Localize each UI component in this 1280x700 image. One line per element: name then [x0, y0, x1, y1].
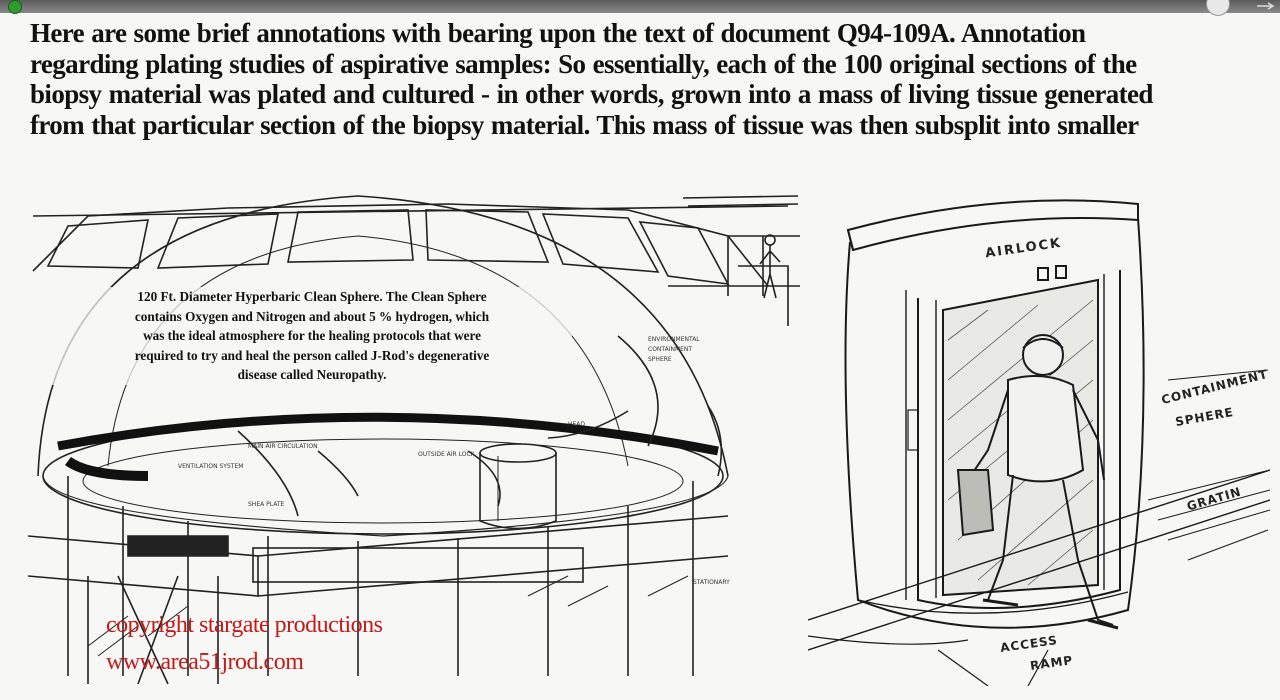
svg-text:HEAD: HEAD [568, 421, 586, 428]
svg-text:SPHERE: SPHERE [648, 356, 672, 363]
svg-text:VENTILATION SYSTEM: VENTILATION SYSTEM [178, 463, 244, 470]
paragraph-line: Here are some brief annotations with bearing upon the text of document Q94-109A. Annotation [30, 18, 1086, 48]
svg-text:SHEA PLATE: SHEA PLATE [248, 501, 285, 508]
paragraph-line: biopsy material was plated and cultured - in other words, grown into a mass of living tissue generated [30, 79, 1153, 109]
copyright-watermark: copyright stargate productions [106, 612, 383, 638]
caption-line: contains Oxygen and Nitrogen and about 5 % hydrogen, which [134, 308, 490, 324]
svg-text:CONTAINMENT: CONTAINMENT [648, 346, 693, 353]
expand-arrow-icon[interactable] [1256, 2, 1274, 10]
svg-text:ENVIRONMENTAL: ENVIRONMENTAL [648, 336, 700, 343]
paragraph-line: regarding plating studies of aspirative samples: So essentially, each of the 100 original sections of the [30, 48, 1137, 79]
grating-label: GRATIN [1185, 484, 1243, 514]
paragraph-line: from that particular section of the biopsy material. This mass of tissue was then subsplit into smaller [30, 109, 1139, 140]
sphere-label: SPHERE [1174, 404, 1235, 430]
airlock-illustration [808, 180, 1270, 686]
caption-line: 120 Ft. Diameter Hyperbaric Clean Sphere. The Clean Sphere [137, 289, 487, 304]
caption-line: was the ideal atmosphere for the healing protocols that were [143, 328, 481, 344]
airlock-label: AIRLOCK [984, 235, 1064, 262]
svg-text:MAIN AIR CIRCULATION: MAIN AIR CIRCULATION [248, 443, 318, 450]
video-top-bar [0, 0, 1280, 13]
document-paragraph [30, 18, 1210, 140]
caption-line: required to try and heal the person called J-Rod's degenerative [134, 347, 490, 363]
scrubber-knob-icon[interactable] [1206, 0, 1230, 16]
svg-text:STATIONARY: STATIONARY [693, 579, 730, 586]
caption-line: disease called Neuropathy. [237, 367, 387, 383]
status-dot-icon [8, 0, 22, 14]
containment-label: CONTAINMENT [1159, 366, 1270, 408]
access-label: ACCESS [999, 633, 1059, 655]
website-watermark: www.area51jrod.com [106, 649, 304, 675]
figure-caption [52, 287, 572, 385]
clean-sphere-illustration [28, 176, 800, 684]
ramp-label: RAMP [1029, 653, 1075, 673]
svg-text:OUTSIDE AIR LOCK: OUTSIDE AIR LOCK [418, 451, 475, 458]
